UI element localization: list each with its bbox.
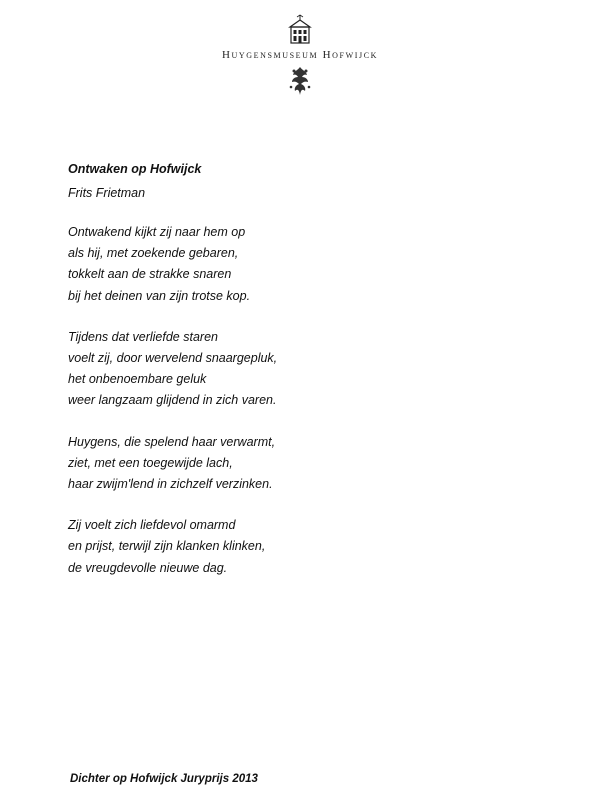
stanza-2: [68, 327, 548, 412]
poem-line: als hij, met zoekende gebaren,: [68, 246, 239, 261]
poem-line: Huygens, die spelend haar verwarmt,: [68, 434, 276, 449]
museum-name: Huygensmuseum Hofwijck: [221, 49, 379, 61]
house-tower-icon: [288, 14, 312, 44]
poem-line: tokkelt aan de strakke snaren: [68, 267, 232, 282]
floral-ornament-icon: [286, 65, 314, 97]
stanza-4: [68, 515, 548, 579]
stanza-3: [68, 432, 548, 496]
poem-line: het onbenoembare geluk: [68, 372, 207, 387]
poem-line: haar zwijm'lend in zichzelf verzinken.: [68, 477, 273, 492]
poem-line: Ontwakend kijkt zij naar hem op: [68, 225, 246, 239]
poem: [68, 160, 548, 579]
poem-line: voelt zij, door wervelend snaargepluk,: [68, 351, 278, 366]
poem-line: de vreugdevolle nieuwe dag.: [68, 560, 228, 575]
footer-label: Dichter op Hofwijck Juryprijs 2013: [70, 773, 258, 785]
stanza-1: [68, 222, 548, 307]
letterhead: [0, 14, 600, 97]
poem-line: ziet, met een toegewijde lach,: [68, 455, 233, 470]
poem-line: weer langzaam glijdend in zich varen.: [68, 393, 277, 408]
poem-title: Ontwaken op Hofwijck: [68, 162, 202, 176]
poem-line: Tijdens dat verliefde staren: [68, 329, 218, 344]
poem-line: bij het deinen van zijn trotse kop.: [68, 288, 251, 303]
poem-line: en prijst, terwijl zijn klanken klinken,: [68, 539, 266, 554]
poem-line: Zij voelt zich liefdevol omarmd: [68, 518, 236, 533]
poem-author: Frits Frietman: [68, 186, 146, 200]
